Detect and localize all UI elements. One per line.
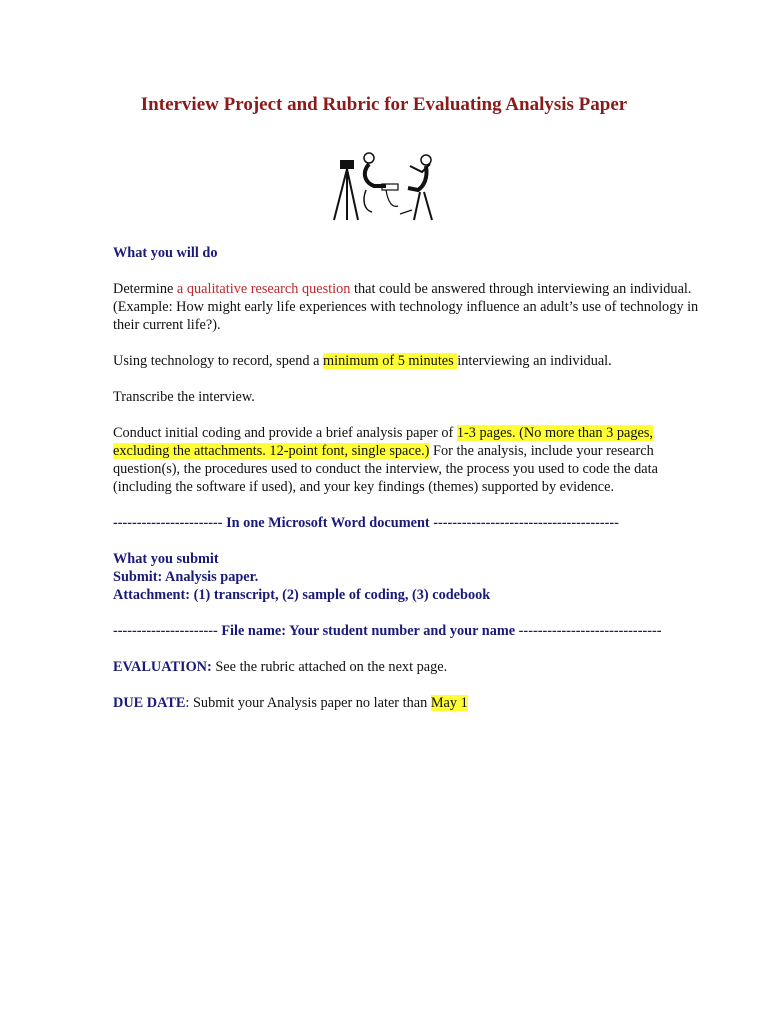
paragraph-due-date xyxy=(113,694,709,712)
text-segment: interviewing an individual. xyxy=(457,353,612,369)
research-question-phrase: a qualitative research question xyxy=(176,281,351,297)
due-date-label: DUE DATE xyxy=(113,695,186,711)
heading-what-you-will-do: What you will do xyxy=(113,245,218,261)
document-body xyxy=(113,244,709,712)
text-segment: : Submit your Analysis paper no later than xyxy=(185,695,431,711)
page-title: Interview Project and Rubric for Evaluating Analysis Paper xyxy=(140,94,628,115)
separator-word-document: ----------------------- In one Microsoft Word document --------------------------------------- xyxy=(113,515,619,531)
paragraph-record xyxy=(113,352,709,370)
paragraph-evaluation xyxy=(113,658,709,676)
submit-line: Submit: Analysis paper. xyxy=(113,569,259,585)
highlight-page-length: 1-3 pages. (No more than 3 pages, excluding the attachments. 12-point font, single space.) xyxy=(113,425,653,459)
separator-file-name: ---------------------- File name: Your student number and your name ------------------------------ xyxy=(113,623,662,639)
evaluation-label: EVALUATION: xyxy=(113,659,212,675)
paragraph-analysis xyxy=(113,424,709,496)
text-segment: See the rubric attached on the next page. xyxy=(211,659,448,675)
interview-clipart-icon xyxy=(326,150,442,224)
text-segment: Determine xyxy=(113,281,177,297)
paragraph-transcribe: Transcribe the interview. xyxy=(113,389,255,405)
attachment-line: Attachment: (1) transcript, (2) sample of coding, (3) codebook xyxy=(113,587,491,603)
text-segment: Using technology to record, spend a xyxy=(113,353,324,369)
highlight-minimum-time: minimum of 5 minutes xyxy=(323,353,458,369)
paragraph-research-question xyxy=(113,280,709,334)
highlight-due-date: May 1 xyxy=(430,695,468,711)
text-segment: For the analysis, include your research question(s), the procedures used to conduct the interview, the process you used to code the data (including the software if used), and your key findings (themes) supported by evidence. xyxy=(113,443,658,495)
heading-what-you-submit: What you submit xyxy=(113,551,219,567)
text-segment: Conduct initial coding and provide a brief analysis paper of xyxy=(113,425,457,441)
text-segment: that could be answered through interviewing an individual. (Example: How might early life experiences with technology influence an adult’s use of technology in their current life?). xyxy=(113,281,699,333)
